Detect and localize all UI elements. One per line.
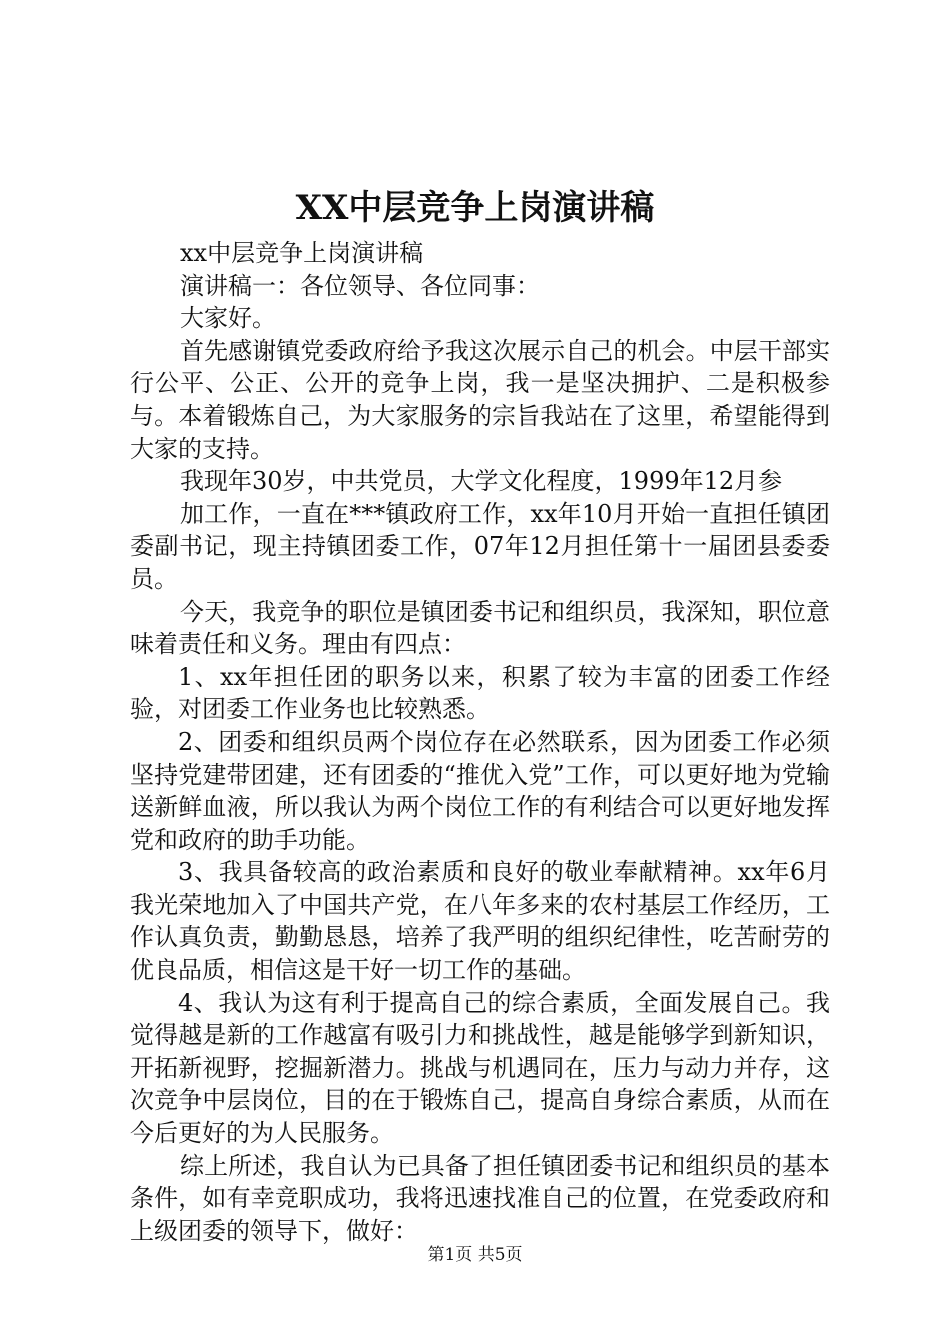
document-title: XX中层竞争上岗演讲稿 bbox=[295, 188, 655, 228]
paragraph-position: 今天，我竞争的职位是镇团委书记和组织员，我深知，职位意味着责任和义务。理由有四点： bbox=[130, 597, 830, 659]
paragraph-salutation: 演讲稿一：各位领导、各位同事： bbox=[180, 271, 540, 300]
document-body bbox=[130, 237, 830, 1247]
paragraph-background-1: 我现年30岁，中共党员，大学文化程度，1999年12月参 bbox=[180, 467, 783, 496]
paragraph-summary: 综上所述，我自认为已具备了担任镇团委书记和组织员的基本条件，如有幸竞职成功，我将迅速找准自己的位置，在党委政府和上级团委的领导下，做好： bbox=[130, 1151, 830, 1245]
paragraph-background-2: 加工作，一直在***镇政府工作，xx年10月开始一直担任镇团委副书记，现主持镇团委工作，07年12月担任第十一届团县委委员。 bbox=[130, 499, 830, 593]
paragraph-reason-3: 3、我具备较高的政治素质和良好的敬业奉献精神。xx年6月我光荣地加入了中国共产党，在八年多来的农村基层工作经历，工作认真负责，勤勤恳恳，培养了我严明的组织纪律性，吃苦耐劳的优良品质，相信这是干好一切工作的基础。 bbox=[130, 858, 830, 985]
paragraph-reason-1: 1、xx年担任团的职务以来，积累了较为丰富的团委工作经验，对团委工作业务也比较熟悉。 bbox=[130, 662, 830, 724]
paragraph-greeting: 大家好。 bbox=[180, 304, 276, 333]
paragraph-intro: 首先感谢镇党委政府给予我这次展示自己的机会。中层干部实行公平、公正、公开的竞争上岗，我一是坚决拥护、二是积极参与。本着锻炼自己，为大家服务的宗旨我站在了这里，希望能得到大家的支持。 bbox=[130, 336, 830, 463]
paragraph-reason-2: 2、团委和组织员两个岗位存在必然联系，因为团委工作必须坚持党建带团建，还有团委的“推优入党”工作，可以更好地为党输送新鲜血液，所以我认为两个岗位工作的有利结合可以更好地发挥党和政府的助手功能。 bbox=[130, 727, 830, 854]
paragraph-subtitle: xx中层竞争上岗演讲稿 bbox=[180, 239, 424, 267]
paragraph-reason-4: 4、我认为这有利于提高自己的综合素质，全面发展自己。我觉得越是新的工作越富有吸引力和挑战性，越是能够学到新知识，开拓新视野，挖掘新潜力。挑战与机遇同在，压力与动力并存，这次竞争中层岗位，目的在于锻炼自己，提高自身综合素质，从而在今后更好的为人民服务。 bbox=[130, 988, 830, 1148]
page-footer: 第1页 共5页 bbox=[427, 1245, 523, 1265]
